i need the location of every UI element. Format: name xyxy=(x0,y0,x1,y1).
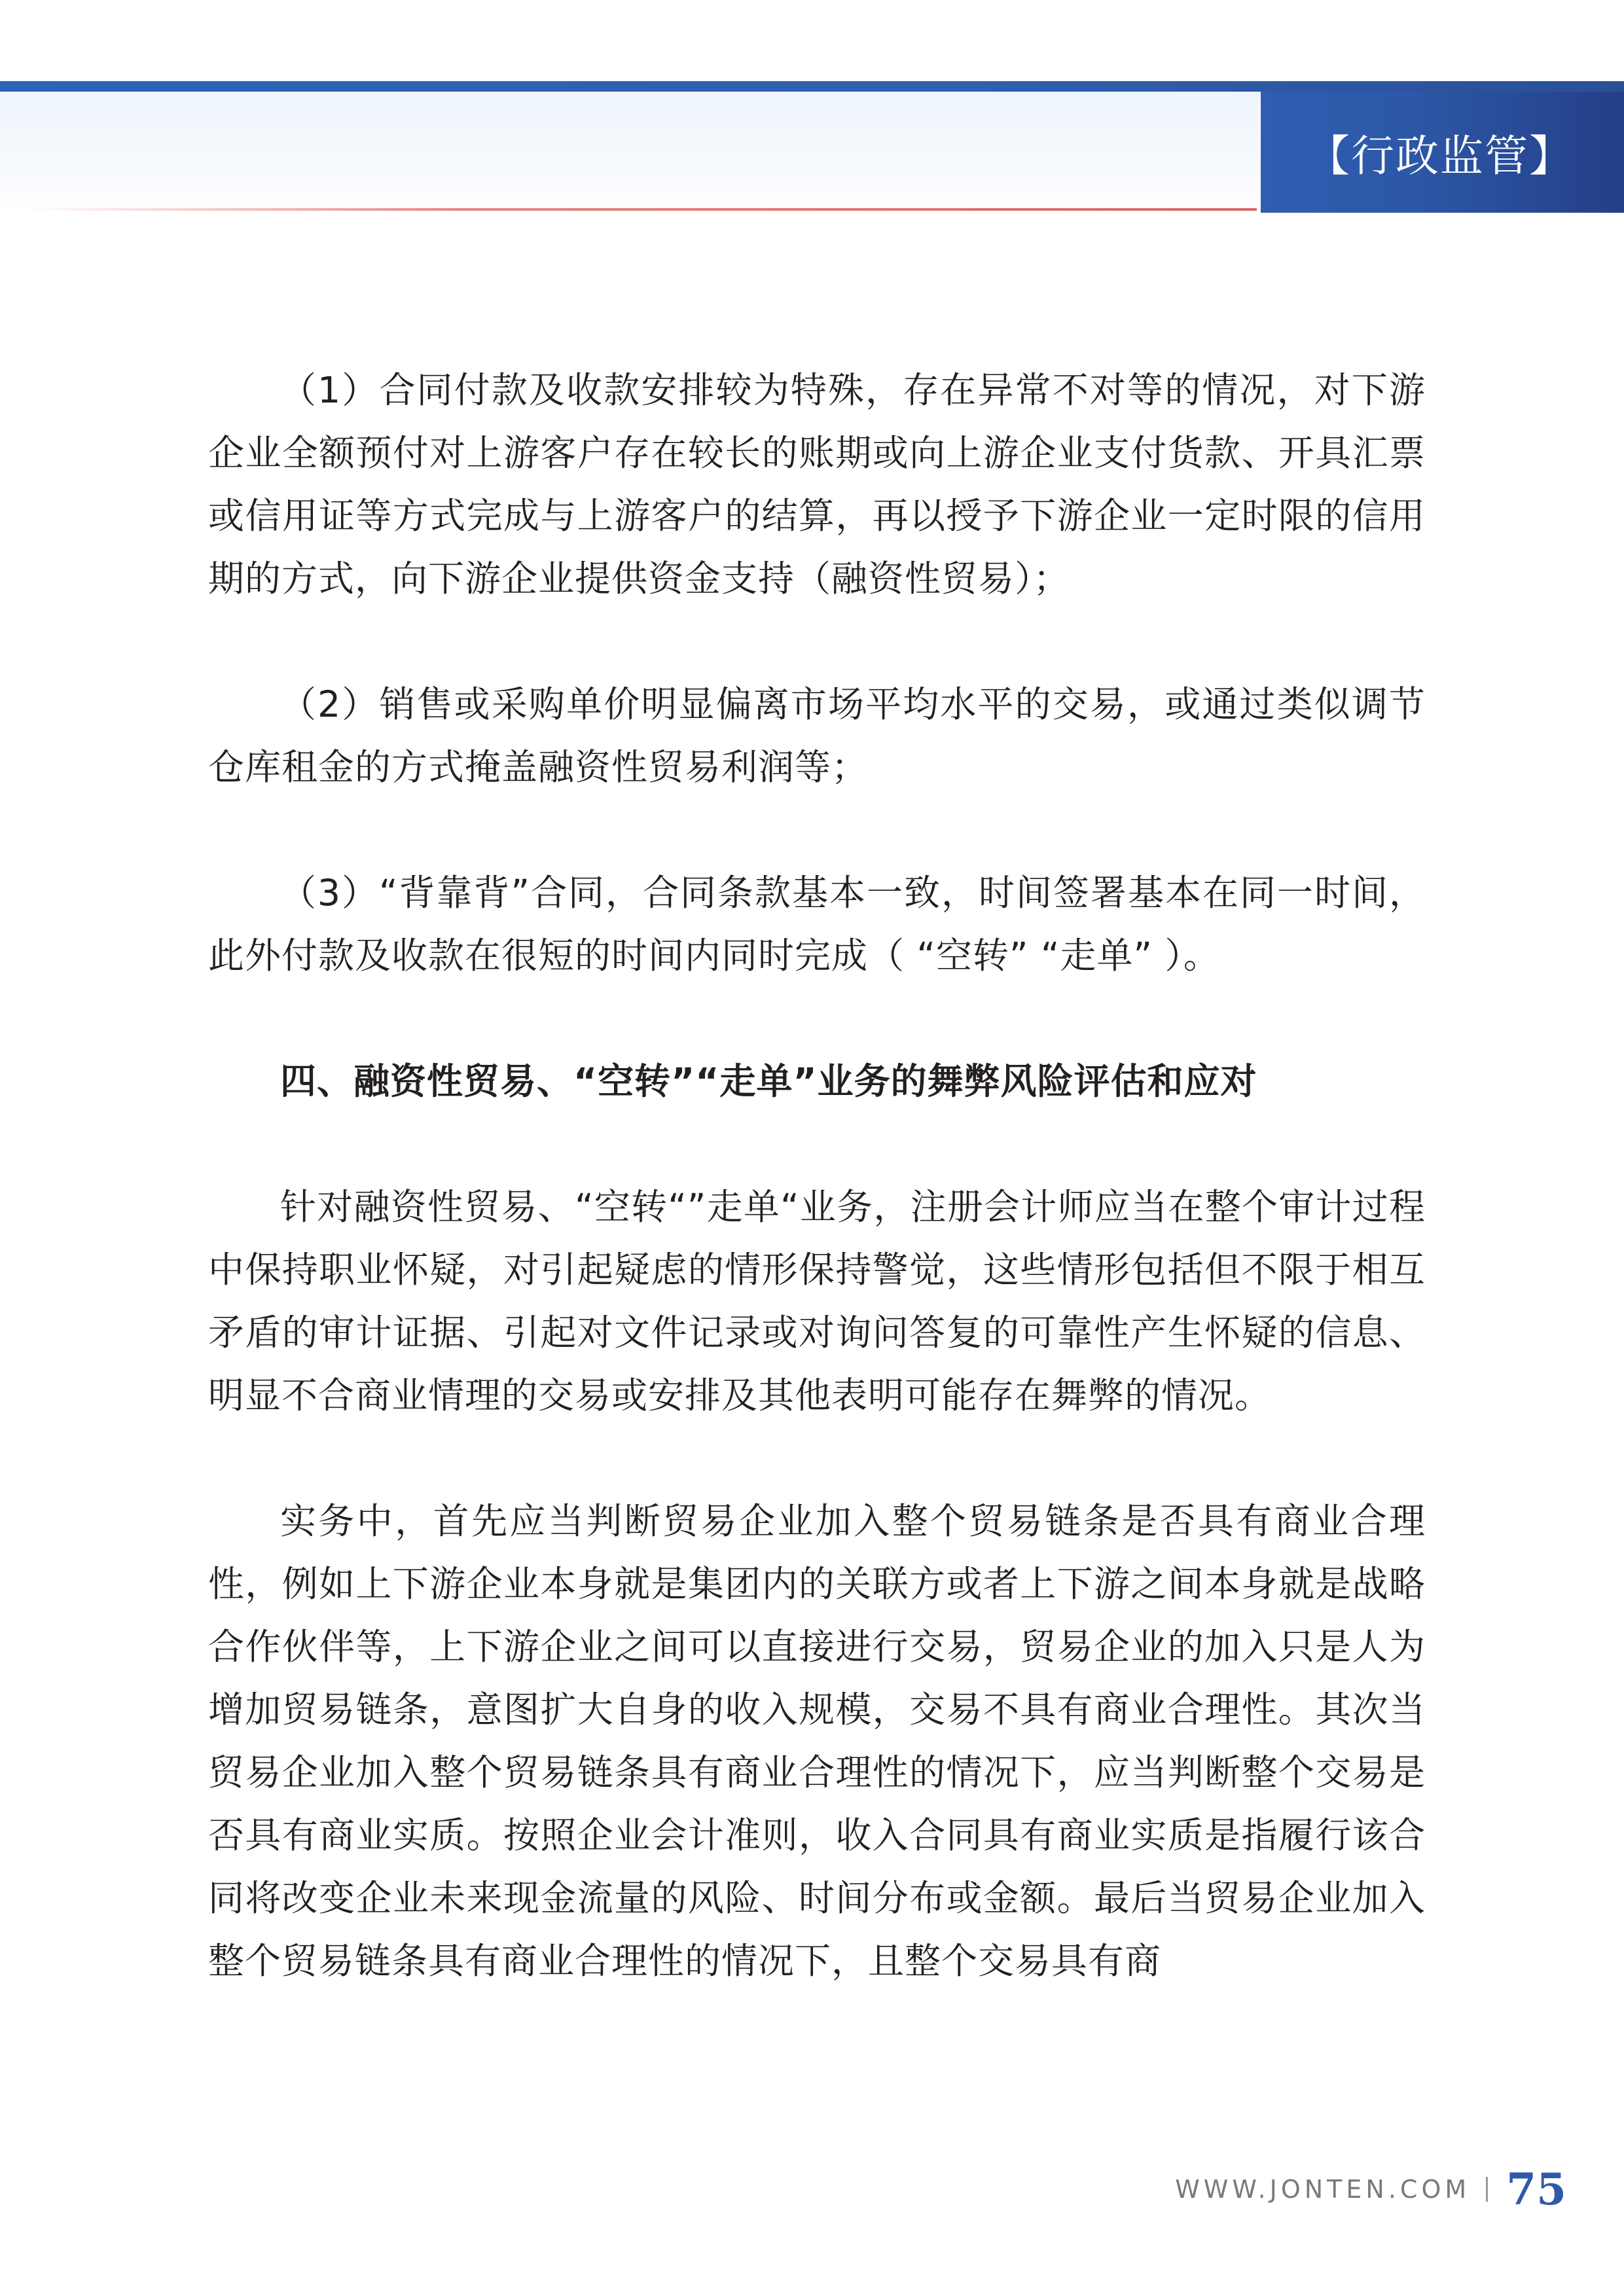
section-tag xyxy=(1261,92,1624,213)
header-band xyxy=(0,92,1259,213)
section-heading: 四、融资性贸易、“空转”“走单”业务的舞弊风险评估和应对 xyxy=(280,1060,1257,1102)
header-underline xyxy=(26,208,1257,211)
paragraph-gap xyxy=(208,1113,1426,1175)
page-content xyxy=(208,359,1426,1992)
paragraph-gap xyxy=(208,987,1426,1050)
website-link[interactable]: WWW.JONTEN.COM xyxy=(1175,2175,1471,2204)
section-tag-label: 【行政监管】 xyxy=(1307,131,1574,181)
page-footer xyxy=(1175,2160,1566,2219)
paragraph-gap xyxy=(208,1427,1426,1490)
page-number: 75 xyxy=(1506,2164,1566,2215)
list-item-1: （1）合同付款及收款安排较为特殊，存在异常不对等的情况，对下游企业全额预付对上游客户存在较长的账期或向上游企业支付货款、开具汇票或信用证等方式完成与上游客户的结算，再以授予下游企业一定时限的信用期的方式，向下游企业提供资金支持（融资性贸易）； xyxy=(208,369,1426,600)
body-paragraph-2: 实务中，首先应当判断贸易企业加入整个贸易链条是否具有商业合理性，例如上下游企业本身就是集团内的关联方或者上下游之间本身就是战略合作伙伴等，上下游企业之间可以直接进行交易，贸易企业的加入只是人为增加贸易链条，意图扩大自身的收入规模，交易不具有商业合理性。其次当贸易企业加入整个贸易链条具有商业合理性的情况下，应当判断整个交易是否具有商业实质。按照企业会计准则，收入合同具有商业实质是指履行该合同将改变企业未来现金流量的风险、时间分布或金额。最后当贸易企业加入整个贸易链条具有商业合理性的情况下，且整个交易具有商 xyxy=(208,1500,1426,1982)
paragraph-gap xyxy=(208,798,1426,861)
body-paragraph-1: 针对融资性贸易、“空转“”走单“业务，注册会计师应当在整个审计过程中保持职业怀疑，对引起疑虑的情形保持警觉，这些情形包括但不限于相互矛盾的审计证据、引起对文件记录或对询问答复的可靠性产生怀疑的信息、明显不合商业情理的交易或安排及其他表明可能存在舞弊的情况。 xyxy=(208,1186,1426,1416)
header-top-rule xyxy=(0,81,1624,92)
list-item-2: （2）销售或采购单价明显偏离市场平均水平的交易，或通过类似调节仓库租金的方式掩盖融资性贸易利润等； xyxy=(208,683,1426,788)
paragraph-gap xyxy=(208,610,1426,673)
footer-divider xyxy=(1486,2177,1488,2202)
list-item-3: （3）“背靠背”合同，合同条款基本一致，时间签署基本在同一时间，此外付款及收款在很短的时间内同时完成（ “空转” “走单” ）。 xyxy=(208,872,1426,977)
